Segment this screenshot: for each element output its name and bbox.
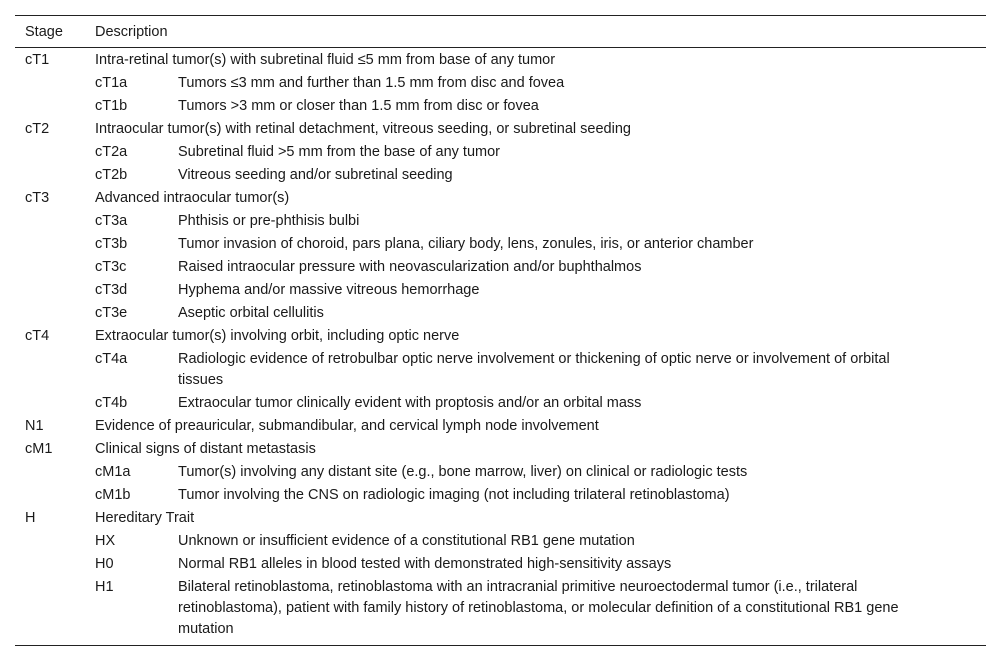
substage-code: HX (95, 533, 116, 549)
substage-code: cT3a (95, 213, 128, 229)
substage-row (15, 165, 986, 186)
substage-code: cT2a (95, 144, 128, 160)
staging-table (15, 15, 986, 646)
table-body (15, 48, 986, 645)
header-stage: Stage (25, 23, 63, 40)
stage-row (15, 188, 986, 209)
substage-code: cT2b (95, 167, 128, 183)
substage-row (15, 96, 986, 117)
stage-code: cT2 (25, 121, 50, 137)
substage-description: Aseptic orbital cellulitis (178, 305, 324, 321)
substage-code: cT3c (95, 259, 127, 275)
substage-code: cM1b (95, 487, 131, 503)
substage-code: cT3b (95, 236, 128, 252)
substage-row (15, 462, 986, 483)
substage-description: Tumor involving the CNS on radiologic imaging (not including trilateral retinoblastoma) (178, 487, 730, 503)
substage-row (15, 280, 986, 301)
substage-row (15, 485, 986, 506)
stage-row (15, 508, 986, 529)
substage-description: Radiologic evidence of retrobulbar optic nerve involvement or thickening of optic nerve or involvement of orbital tissues (178, 351, 890, 388)
substage-code: cT4b (95, 395, 128, 411)
substage-row (15, 349, 986, 391)
substage-description: Bilateral retinoblastoma, retinoblastoma with an intracranial primitive neuroectodermal tumor (i.e., trilateral retinoblastoma), patient with family history of retinoblastoma, or molecular definition of a constitutional RB1 gene mutation (178, 579, 899, 637)
stage-description: Extraocular tumor(s) involving orbit, including optic nerve (95, 328, 460, 344)
substage-code: cT4a (95, 351, 128, 367)
substage-description: Normal RB1 alleles in blood tested with demonstrated high-sensitivity assays (178, 556, 672, 572)
substage-row (15, 234, 986, 255)
substage-row (15, 577, 986, 640)
substage-row (15, 211, 986, 232)
substage-row (15, 257, 986, 278)
substage-description: Hyphema and/or massive vitreous hemorrhage (178, 282, 480, 298)
stage-code: N1 (25, 418, 44, 434)
substage-description: Unknown or insufficient evidence of a constitutional RB1 gene mutation (178, 533, 635, 549)
substage-description: Tumor invasion of choroid, pars plana, ciliary body, lens, zonules, iris, or anterior chamber (178, 236, 754, 252)
stage-row (15, 326, 986, 347)
stage-row (15, 50, 986, 71)
stage-description: Intra-retinal tumor(s) with subretinal fluid ≤5 mm from base of any tumor (95, 52, 556, 68)
stage-code: cT4 (25, 328, 50, 344)
header-description: Description (95, 23, 168, 40)
stage-code: cT3 (25, 190, 50, 206)
substage-code: cT3d (95, 282, 128, 298)
substage-row (15, 531, 986, 552)
stage-row (15, 119, 986, 140)
table-header (15, 16, 986, 48)
stage-code: H (25, 510, 36, 526)
stage-description: Clinical signs of distant metastasis (95, 441, 316, 457)
substage-description: Raised intraocular pressure with neovascularization and/or buphthalmos (178, 259, 642, 275)
stage-row (15, 416, 986, 437)
substage-code: cT1a (95, 75, 128, 91)
substage-description: Tumors ≤3 mm and further than 1.5 mm from disc and fovea (178, 75, 565, 91)
substage-description: Extraocular tumor clinically evident with proptosis and/or an orbital mass (178, 395, 642, 411)
substage-row (15, 73, 986, 94)
substage-row (15, 303, 986, 324)
stage-code: cM1 (25, 441, 53, 457)
substage-code: cT1b (95, 98, 128, 114)
substage-code: cT3e (95, 305, 128, 321)
stage-row (15, 439, 986, 460)
substage-code: H1 (95, 579, 114, 595)
stage-description: Hereditary Trait (95, 510, 195, 526)
substage-code: cM1a (95, 464, 131, 480)
substage-description: Tumors >3 mm or closer than 1.5 mm from disc or fovea (178, 98, 539, 114)
stage-code: cT1 (25, 52, 50, 68)
substage-description: Vitreous seeding and/or subretinal seeding (178, 167, 453, 183)
substage-description: Phthisis or pre-phthisis bulbi (178, 213, 360, 229)
substage-description: Subretinal fluid >5 mm from the base of any tumor (178, 144, 500, 160)
substage-description: Tumor(s) involving any distant site (e.g., bone marrow, liver) on clinical or radiologic tests (178, 464, 748, 480)
substage-row (15, 554, 986, 575)
stage-description: Intraocular tumor(s) with retinal detachment, vitreous seeding, or subretinal seeding (95, 121, 631, 137)
stage-description: Evidence of preauricular, submandibular, and cervical lymph node involvement (95, 418, 599, 434)
stage-description: Advanced intraocular tumor(s) (95, 190, 290, 206)
substage-row (15, 393, 986, 414)
substage-row (15, 142, 986, 163)
substage-code: H0 (95, 556, 114, 572)
